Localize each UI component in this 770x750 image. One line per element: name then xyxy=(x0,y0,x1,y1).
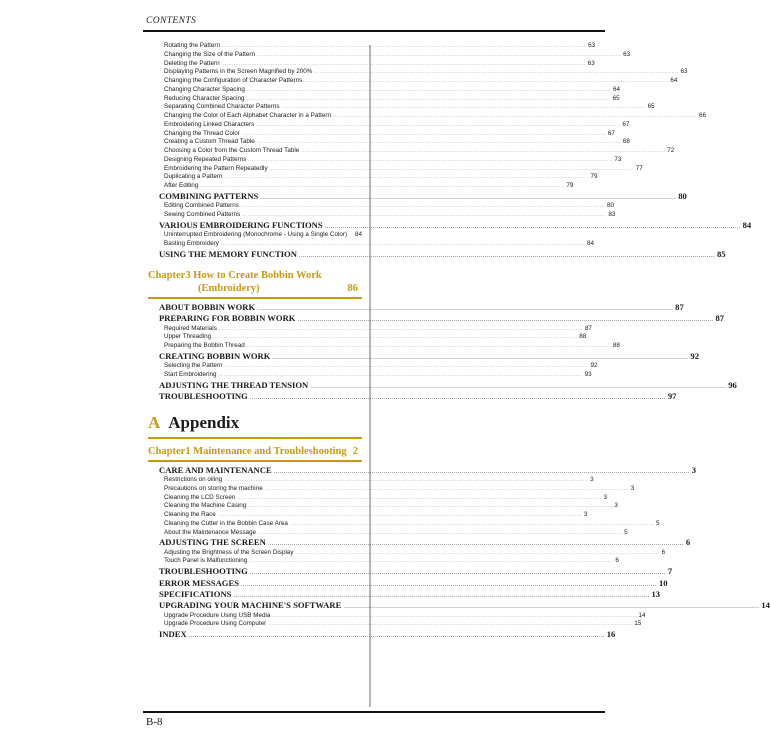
toc-entry[interactable]: Changing the Size of the Pattern ..... 63 xyxy=(148,51,362,60)
toc-entry[interactable]: Restrictions on oiling ..... 3 xyxy=(148,476,362,485)
toc-entry[interactable]: Rotating the Pattern ..... 63 xyxy=(148,42,362,51)
table-of-contents xyxy=(148,42,770,641)
toc-heading-about-bobbin-work[interactable]: ABOUT BOBBIN WORK ..... 87 xyxy=(148,302,362,313)
chapter-heading-chapter1[interactable] xyxy=(148,445,362,458)
toc-entry[interactable]: Uninterrupted Embroidering (Monochrome - Using a Single Color) 84 xyxy=(164,231,362,239)
toc-entry[interactable]: Changing the Configuration of Character Patterns ..... 64 xyxy=(148,77,362,86)
chapter-page: 2 xyxy=(352,445,358,457)
toc-heading-creating-bobbin-work[interactable]: CREATING BOBBIN WORK ..... 92 xyxy=(148,351,362,362)
toc-entry[interactable]: Changing the Color of Each Alphabet Character in a Pattern ..... 66 xyxy=(148,112,362,121)
page-number: B-8 xyxy=(146,716,163,728)
toc-heading-care-maintenance[interactable]: CARE AND MAINTENANCE ..... 3 xyxy=(148,465,362,476)
toc-heading-troubleshooting[interactable]: TROUBLESHOOTING ..... 7 xyxy=(148,566,362,577)
toc-entry[interactable]: Required Materials ..... 87 xyxy=(148,325,362,334)
toc-entry[interactable]: Separating Combined Character Patterns ..... 65 xyxy=(148,103,362,112)
toc-entry[interactable]: Selecting the Pattern ..... 92 xyxy=(148,362,362,371)
toc-entry[interactable]: Preparing the Bobbin Thread ..... 88 xyxy=(148,342,362,351)
chapter-title-line2: (Embroidery) xyxy=(198,282,260,294)
chapter-title: Chapter1 Maintenance and Troubleshooting xyxy=(148,445,347,457)
toc-heading-adjusting-screen[interactable]: ADJUSTING THE SCREEN ..... 6 xyxy=(148,537,362,548)
toc-heading-upgrading-software[interactable]: UPGRADING YOUR MACHINE'S SOFTWARE ..... 14 xyxy=(148,600,362,611)
toc-entry[interactable]: Embroidering the Pattern Repeatedly ..... 77 xyxy=(148,165,362,174)
toc-entry[interactable]: Touch Panel is Malfunctioning ..... 6 xyxy=(148,557,362,566)
chapter-rule xyxy=(148,297,362,299)
toc-entry[interactable]: Changing Character Spacing ..... 64 xyxy=(148,86,362,95)
toc-entry[interactable]: Basting Embroidery ..... 84 xyxy=(148,240,362,249)
top-rule xyxy=(143,30,605,32)
toc-entry[interactable]: Upgrade Procedure Using USB Media ..... 14 xyxy=(148,612,362,621)
toc-entry[interactable]: Deleting the Pattern ..... 63 xyxy=(148,60,362,69)
toc-heading-error-messages[interactable]: ERROR MESSAGES ..... 10 xyxy=(148,578,362,589)
toc-entry[interactable]: Reducing Character Spacing ..... 65 xyxy=(148,95,362,104)
toc-entry[interactable]: Designing Repeated Patterns ..... 73 xyxy=(148,156,362,165)
toc-entry[interactable]: Cleaning the Machine Casing ..... 3 xyxy=(148,502,362,511)
toc-entry[interactable]: Cleaning the Race ..... 3 xyxy=(148,511,362,520)
chapter-rule xyxy=(148,460,362,462)
chapter-heading-chapter3[interactable] xyxy=(148,269,362,295)
running-head: CONTENTS xyxy=(146,16,197,26)
toc-entry[interactable]: Adjusting the Brightness of the Screen Display ..... 6 xyxy=(148,549,362,558)
toc-heading-troubleshooting-bobbin[interactable]: TROUBLESHOOTING ..... 97 xyxy=(148,391,362,402)
appendix-letter: A xyxy=(148,412,161,432)
toc-heading-memory-function[interactable]: USING THE MEMORY FUNCTION ..... 85 xyxy=(148,249,362,260)
toc-entry[interactable]: Sewing Combined Patterns ..... 83 xyxy=(148,211,362,220)
toc-entry[interactable]: Upper Threading ..... 88 xyxy=(148,333,362,342)
appendix-rule xyxy=(148,437,362,439)
toc-heading-adjusting-thread-tension[interactable]: ADJUSTING THE THREAD TENSION ..... 96 xyxy=(148,380,362,391)
toc-entry[interactable]: Displaying Patterns in the Screen Magnified by 200% ..... 63 xyxy=(148,68,362,77)
toc-entry[interactable]: Cleaning the Cutter in the Bobbin Case Area ..... 5 xyxy=(148,520,362,529)
toc-entry[interactable]: Duplicating a Pattern ..... 79 xyxy=(148,173,362,182)
chapter-title-line1: Chapter3 How to Create Bobbin Work xyxy=(148,269,322,281)
toc-entry[interactable]: About the Maintenance Message ..... 5 xyxy=(148,529,362,538)
toc-entry[interactable]: Editing Combined Patterns ..... 80 xyxy=(148,202,362,211)
toc-heading-index[interactable]: INDEX ..... 16 xyxy=(148,629,362,640)
toc-entry[interactable]: Start Embroidering ..... 93 xyxy=(148,371,362,380)
toc-entry[interactable]: Changing the Thread Color ..... 67 xyxy=(148,130,362,139)
toc-heading-combining-patterns[interactable]: COMBINING PATTERNS ..... 80 xyxy=(148,191,362,202)
toc-entry[interactable]: Upgrade Procedure Using Computer ..... 15 xyxy=(148,620,362,629)
toc-entry[interactable]: Embroidering Linked Characters ..... 67 xyxy=(148,121,362,130)
toc-section-pattern-editing xyxy=(148,42,707,191)
appendix-title: Appendix xyxy=(168,412,240,432)
toc-entry[interactable]: After Editing ..... 79 xyxy=(148,182,362,191)
bottom-rule xyxy=(143,711,605,713)
chapter-page: 86 xyxy=(347,282,358,294)
toc-heading-specifications[interactable]: SPECIFICATIONS ..... 13 xyxy=(148,589,362,600)
toc-entry[interactable]: Creating a Custom Thread Table ..... 68 xyxy=(148,138,362,147)
toc-heading-various-embroidering[interactable]: VARIOUS EMBROIDERING FUNCTIONS ..... 84 xyxy=(148,220,362,231)
toc-heading-preparing-bobbin-work[interactable]: PREPARING FOR BOBBIN WORK ..... 87 xyxy=(148,313,362,324)
appendix-heading[interactable] xyxy=(148,413,362,433)
toc-entry[interactable]: Choosing a Color from the Custom Thread Table ..... 72 xyxy=(148,147,362,156)
toc-entry[interactable]: Cleaning the LCD Screen ..... 3 xyxy=(148,494,362,503)
toc-entry[interactable]: Precautions on storing the machine ..... 3 xyxy=(148,485,362,494)
